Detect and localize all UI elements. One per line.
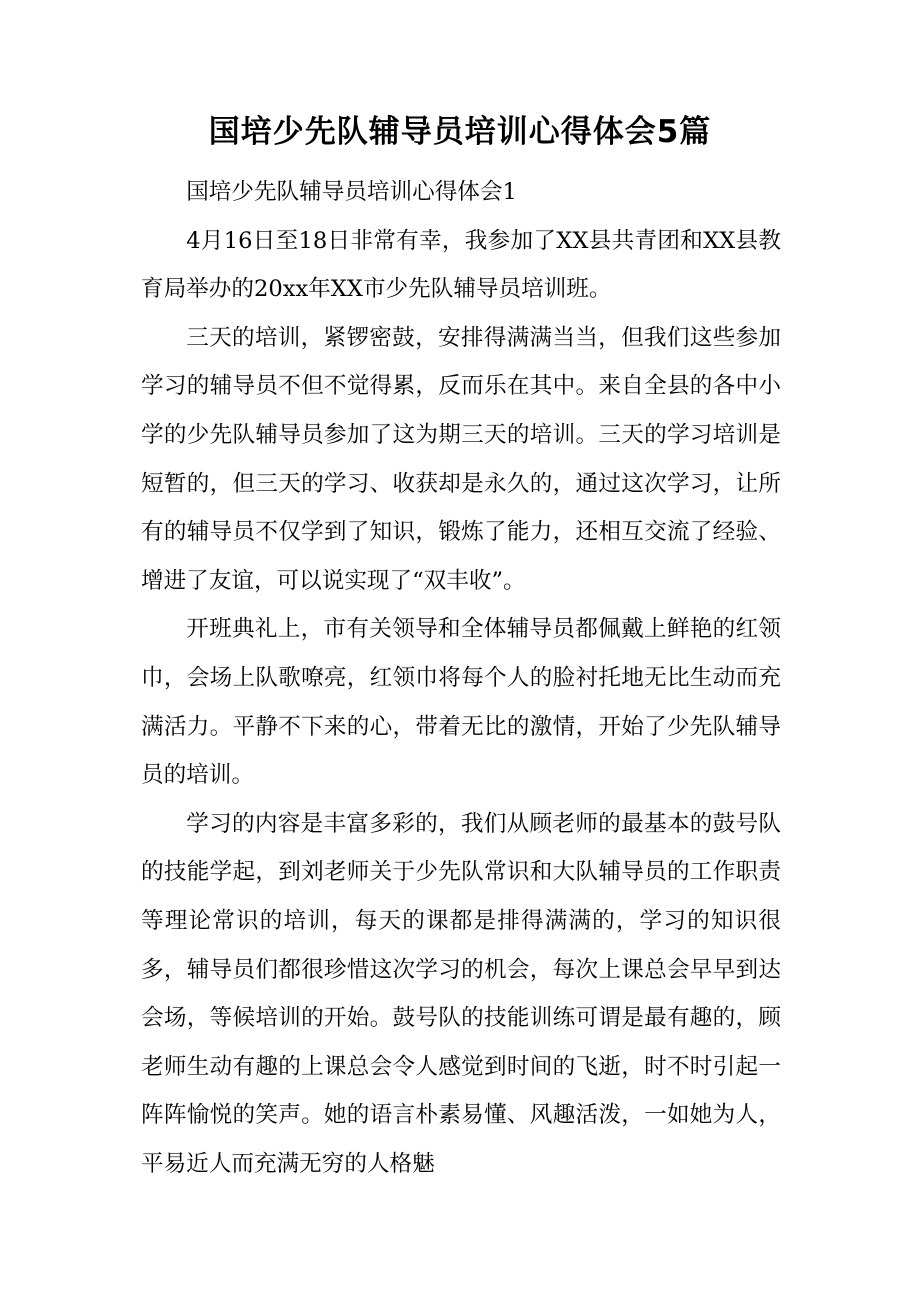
body-paragraph: 三天的培训，紧锣密鼓，安排得满满当当，但我们这些参加学习的辅导员不但不觉得累，反而乐在其中。来自全县的各中小学的少先队辅导员参加了这为期三天的培训。三天的学习培训是短暂的，但三天的学习、收获却是永久的，通过这次学习，让所有的辅导员不仅学到了知识，锻炼了能力，还相互交流了经验、增进了友谊，可以说实现了“双丰收”。 xyxy=(141,324,781,594)
document-body xyxy=(141,168,781,1188)
body-paragraph: 开班典礼上，市有关领导和全体辅导员都佩戴上鲜艳的红领巾，会场上队歌嘹亮，红领巾将每个人的脸衬托地无比生动而充满活力。平静不下来的心，带着无比的激情，开始了少先队辅导员的培训。 xyxy=(141,616,781,789)
section-heading: 国培少先队辅导员培训心得体会1 xyxy=(186,179,517,205)
body-paragraph: 学习的内容是丰富多彩的，我们从顾老师的最基本的鼓号队的技能学起，到刘老师关于少先队常识和大队辅导员的工作职责等理论常识的培训，每天的课都是排得满满的，学习的知识很多，辅导员们都很珍惜这次学习的机会，每次上课总会早早到达会场，等候培训的开始。鼓号队的技能训练可谓是最有趣的，顾老师生动有趣的上课总会令人感觉到时间的飞逝，时不时引起一阵阵愉悦的笑声。她的语言朴素易懂、风趣活泼，一如她为人，平易近人而充满无穷的人格魅 xyxy=(141,810,781,1177)
document-title: 国培少先队辅导员培训心得体会5篇 xyxy=(208,114,712,150)
body-paragraph: 4月16日至18日非常有幸，我参加了XX县共青团和XX县教育局举办的20xx年XX市少先队辅导员培训班。 xyxy=(141,227,781,303)
